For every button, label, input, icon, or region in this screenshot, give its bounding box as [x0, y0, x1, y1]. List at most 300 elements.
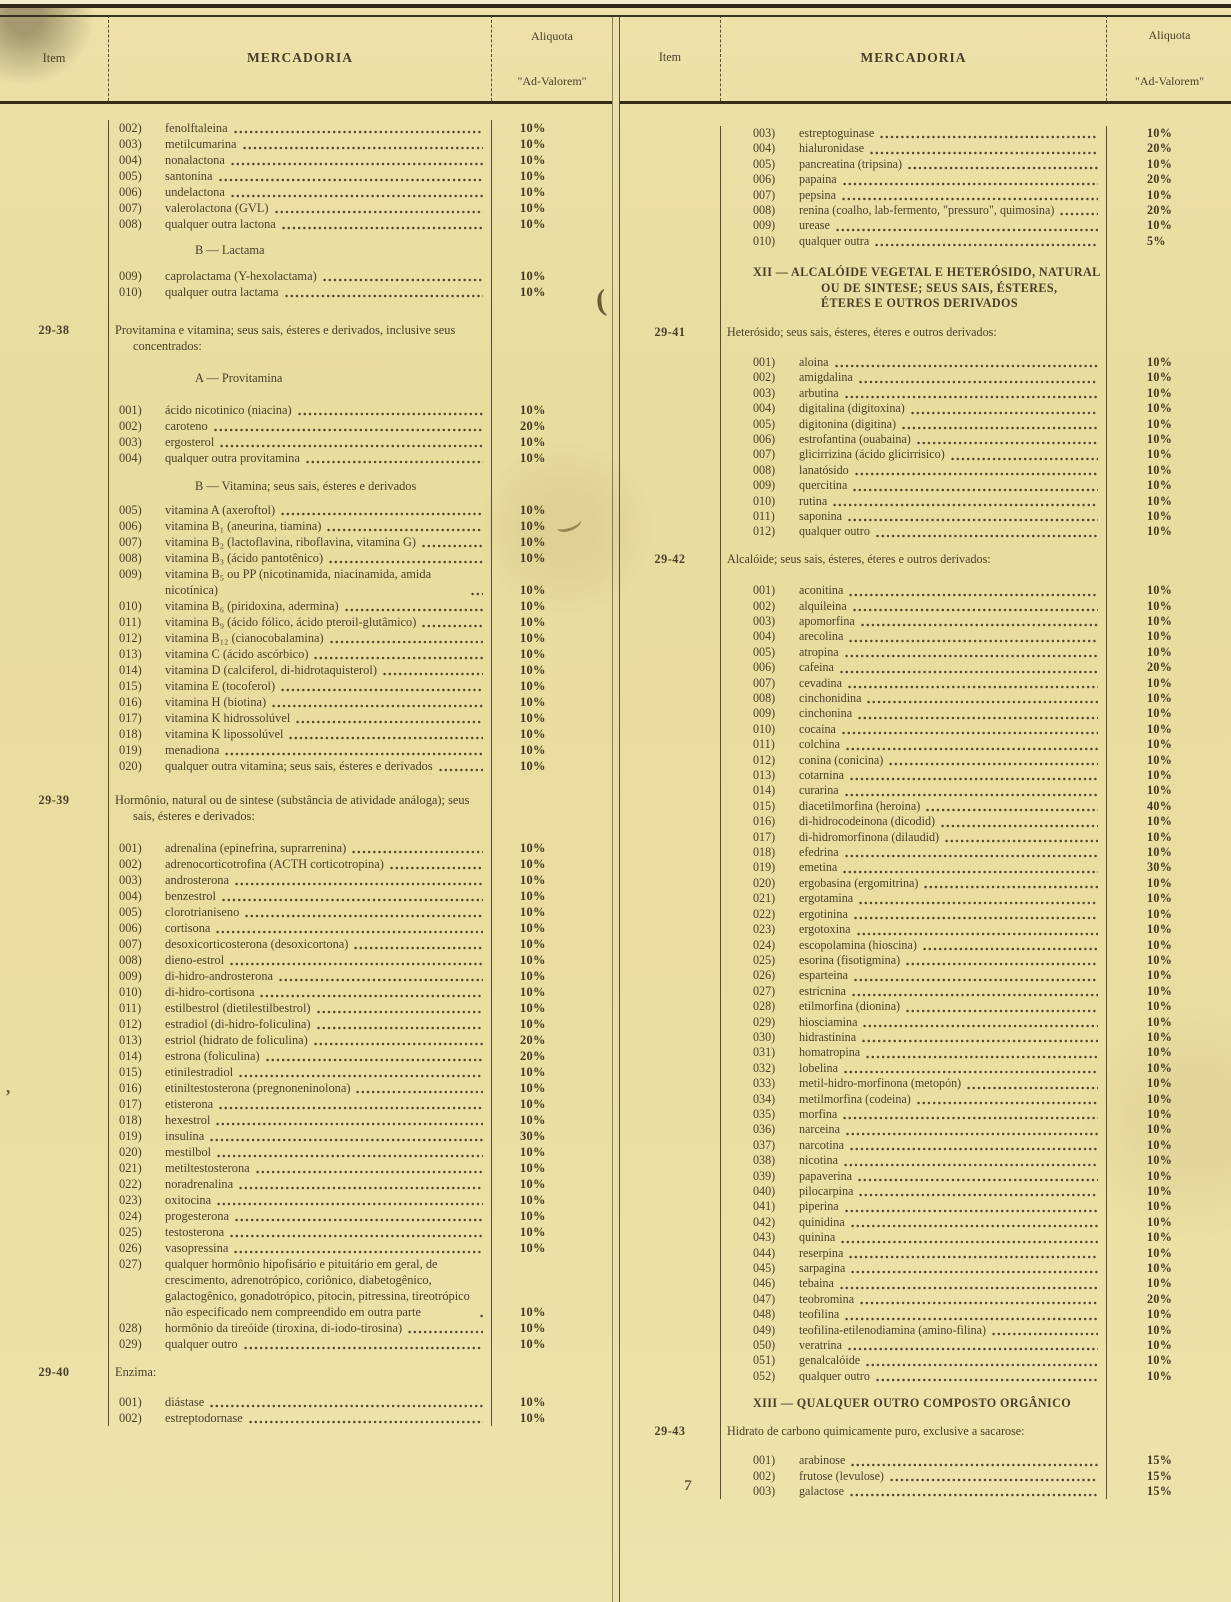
entry-text: hormônio da tireóide (tiroxina, di-iodo-tirosina): [165, 1321, 403, 1335]
entry-text: adrenocorticotrofina (ACTH corticotropina): [165, 857, 384, 871]
merchandise-cell: [108, 742, 491, 758]
item-number-cell: [620, 540, 720, 552]
entry-text: vitamina B₁₂ (cianocobalamina): [165, 631, 324, 645]
merchandise-cell: [108, 1160, 491, 1176]
merchandise-cell: [108, 630, 491, 646]
rate-cell: 10%: [491, 856, 612, 872]
item-number-cell: [620, 599, 720, 614]
item-number-cell: [0, 840, 108, 856]
rate-cell: [1106, 325, 1231, 340]
rate-cell: 10%: [1106, 629, 1231, 644]
entry-text: qualquer outro: [799, 524, 870, 539]
dot-leader: [889, 1477, 1098, 1482]
dot-leader: [875, 533, 1098, 538]
entry-number: 005): [753, 416, 776, 431]
gap-row: [0, 494, 612, 502]
dot-leader: [852, 487, 1098, 492]
rate-cell: 15%: [1106, 1484, 1231, 1499]
rate-cell: 10%: [491, 152, 612, 168]
merchandise-cell: [720, 1369, 1106, 1384]
item-number-cell: [620, 629, 720, 644]
item-number-cell: [0, 920, 108, 936]
rate-cell: [491, 494, 612, 502]
merchandise-cell: [720, 1384, 1106, 1396]
merchandise-cell: [720, 1424, 1106, 1439]
table-row: [0, 614, 612, 630]
entry-number: 009): [753, 218, 776, 233]
entry-text: cevadina: [799, 675, 842, 690]
item-number-cell: [620, 203, 720, 218]
entry-number: 002): [119, 419, 142, 433]
dot-leader: [844, 1208, 1098, 1213]
entry-text: vitamina B₉ (ácido fólico, ácido pteroil-glutâmico): [165, 615, 417, 629]
entry-text: emetina: [799, 860, 838, 875]
dot-leader: [852, 607, 1098, 612]
merchandise-cell: [720, 540, 1106, 552]
merchandise-cell: [108, 646, 491, 662]
item-number-cell: [620, 1199, 720, 1214]
rate-cell: 10%: [491, 1016, 612, 1032]
entry-text: adrenalina (epinefrina, suprarrenina): [165, 841, 347, 855]
item-number-cell: [620, 218, 720, 233]
rate-cell: 10%: [491, 742, 612, 758]
dot-leader: [901, 425, 1098, 430]
item-number-cell: [620, 401, 720, 416]
entry-number: 006): [753, 172, 776, 187]
merchandise-cell: [720, 249, 1106, 265]
gap-row: [0, 386, 612, 402]
item-number-cell: [0, 662, 108, 678]
entry-text: ergotinina: [799, 906, 848, 921]
entry-text: efedrina: [799, 845, 839, 860]
dot-leader: [916, 1100, 1098, 1105]
dot-leader: [216, 1153, 483, 1158]
merchandise-cell: [108, 242, 491, 258]
rate-cell: 10%: [1106, 1092, 1231, 1107]
dot-leader: [351, 849, 483, 854]
rate-cell: 10%: [1106, 1323, 1231, 1338]
rate-cell: [1106, 552, 1231, 567]
merchandise-cell: [108, 710, 491, 726]
merchandise-cell: [108, 792, 491, 824]
rate-cell: 10%: [1106, 188, 1231, 203]
table-row: [620, 432, 1231, 447]
merchandise-cell: [720, 660, 1106, 675]
entry-text: ácido nicotinico (niacina): [165, 403, 292, 417]
entry-text: vitamina K lipossolúvel: [165, 727, 284, 741]
table-row: [620, 172, 1231, 187]
subheading-text: B — Vitamina; seus sais, ésteres e derivados: [195, 479, 417, 493]
rate-cell: 10%: [1106, 876, 1231, 891]
item-number-cell: [620, 1107, 720, 1122]
rate-cell: 10%: [1106, 1261, 1231, 1276]
entry-number: 027): [753, 983, 776, 998]
dot-leader: [944, 838, 1098, 843]
item-number-cell: [620, 706, 720, 721]
entry-text: morfina: [799, 1106, 838, 1121]
rate-cell: 10%: [491, 888, 612, 904]
merchandise-cell: [720, 1015, 1106, 1030]
rate-cell: 10%: [491, 1410, 612, 1426]
table-row: [0, 1192, 612, 1208]
entry-number: 020): [119, 1145, 142, 1159]
gap-row: [0, 354, 612, 370]
table-row: [620, 830, 1231, 845]
item-number-cell: [620, 1246, 720, 1261]
table-row: [620, 984, 1231, 999]
merchandise-cell: [720, 1353, 1106, 1368]
entry-number: 010): [753, 721, 776, 736]
dot-leader: [905, 1008, 1098, 1013]
table-row: [0, 434, 612, 450]
table-row: [620, 494, 1231, 509]
dot-leader: [843, 1162, 1098, 1167]
dot-leader: [851, 992, 1098, 997]
entry-text: quinidina: [799, 1214, 845, 1229]
entry-text: ergosterol: [165, 435, 215, 449]
table-row: [0, 904, 612, 920]
dot-leader: [847, 684, 1098, 689]
merchandise-cell: [108, 1208, 491, 1224]
entry-text: glicirrizina (ácido glicirrisico): [799, 447, 945, 462]
rate-cell: [1106, 1424, 1231, 1439]
table-row: [620, 141, 1231, 156]
item-number-cell: [0, 534, 108, 550]
rate-cell: 10%: [491, 566, 612, 598]
merchandise-cell: [720, 953, 1106, 968]
entry-text: conina (conicina): [799, 752, 884, 767]
rate-cell: 10%: [491, 920, 612, 936]
merchandise-cell: [720, 1076, 1106, 1091]
merchandise-cell: [720, 478, 1106, 493]
gap-row: [0, 1352, 612, 1364]
entry-number: 001): [119, 403, 142, 417]
rate-cell: 20%: [1106, 660, 1231, 675]
entry-number: 010): [753, 493, 776, 508]
entry-text: qualquer outra: [799, 233, 870, 248]
merchandise-cell: [720, 860, 1106, 875]
entry-number: 026): [753, 968, 776, 983]
entry-text: vitamina K hidrossolúvel: [165, 711, 291, 725]
rate-cell: 15%: [1106, 1469, 1231, 1484]
rate-cell: 10%: [1106, 401, 1231, 416]
entry-text: hexestrol: [165, 1113, 211, 1127]
item-number-cell: [0, 1160, 108, 1176]
entry-number: 002): [753, 1468, 776, 1483]
table-row: [0, 1394, 612, 1410]
table-row: [0, 1128, 612, 1144]
table-row: [0, 1336, 612, 1352]
entry-text: di-hidrocodeinona (dicodid): [799, 814, 936, 829]
rate-cell: 10%: [491, 1176, 612, 1192]
rate-cell: 30%: [1106, 860, 1231, 875]
table-row: [0, 920, 612, 936]
merchandise-cell: [720, 1153, 1106, 1168]
table-row: [0, 984, 612, 1000]
item-number-cell: [0, 646, 108, 662]
entry-number: 010): [119, 285, 142, 299]
entry-text: aconitina: [799, 583, 844, 598]
rate-cell: 10%: [1106, 1353, 1231, 1368]
rate-cell: 10%: [1106, 676, 1231, 691]
entry-text: piperina: [799, 1199, 839, 1214]
entry-number: 012): [753, 752, 776, 767]
item-number-cell: [0, 242, 108, 258]
entry-text: etiniltestosterona (pregnoneninolona): [165, 1081, 351, 1095]
rate-cell: 10%: [491, 136, 612, 152]
entry-number: 006): [119, 519, 142, 533]
rate-cell: 10%: [491, 1320, 612, 1336]
entry-number: 019): [119, 1129, 142, 1143]
rate-cell: 10%: [491, 710, 612, 726]
merchandise-cell: [720, 172, 1106, 187]
merchandise-cell: [720, 968, 1106, 983]
merchandise-cell: [720, 922, 1106, 937]
item-number-cell: [0, 566, 108, 598]
item-number-cell: [620, 1076, 720, 1091]
rate-cell: 10%: [1106, 494, 1231, 509]
rate-cell: 10%: [491, 502, 612, 518]
dot-leader: [280, 687, 483, 692]
merchandise-cell: [720, 1338, 1106, 1353]
rate-cell: 5%: [1106, 234, 1231, 249]
dot-leader: [842, 1115, 1098, 1120]
table-row: [620, 1230, 1231, 1245]
entry-text: homatropina: [799, 1045, 861, 1060]
dot-leader: [845, 746, 1098, 751]
entry-number: 001): [753, 354, 776, 369]
table-row: [620, 1122, 1231, 1137]
dot-leader: [834, 363, 1098, 368]
entry-text: valerolactona (GVL): [165, 201, 269, 215]
dot-leader: [905, 961, 1098, 966]
entry-number: 008): [753, 462, 776, 477]
dot-leader: [281, 225, 483, 230]
dot-leader: [274, 209, 483, 214]
table-row: [620, 629, 1231, 644]
dot-leader: [213, 427, 483, 432]
item-number-cell: [620, 1230, 720, 1245]
entry-number: 021): [753, 891, 776, 906]
merchandise-cell: [720, 1138, 1106, 1153]
merchandise-cell: [108, 1224, 491, 1240]
dot-leader: [858, 900, 1098, 905]
entry-number: 009): [119, 567, 142, 581]
entry-number: 005): [119, 503, 142, 517]
entry-text: qualquer outro: [799, 1368, 870, 1383]
merchandise-cell: [720, 1030, 1106, 1045]
subheading-text: B — Lactama: [195, 243, 265, 257]
table-row: [620, 768, 1231, 783]
item-number-cell: [620, 234, 720, 249]
rate-cell: 10%: [1106, 1230, 1231, 1245]
merchandise-cell: [720, 1230, 1106, 1245]
table-row: [0, 952, 612, 968]
merchandise-cell: [108, 1112, 491, 1128]
entry-text: benzestrol: [165, 889, 216, 903]
table-row: [0, 888, 612, 904]
table-row: [620, 1353, 1231, 1368]
ink-mark: (: [594, 283, 608, 318]
dot-leader: [322, 277, 483, 282]
merchandise-cell: [720, 370, 1106, 385]
item-number-cell: [0, 1032, 108, 1048]
entry-text: etinilestradiol: [165, 1065, 234, 1079]
table-row: [620, 1199, 1231, 1214]
entry-number: 050): [753, 1338, 776, 1353]
rate-cell: 10%: [1106, 355, 1231, 370]
dot-leader: [278, 977, 483, 982]
item-number-cell: [620, 341, 720, 355]
entry-number: 006): [753, 431, 776, 446]
entry-number: 020): [753, 875, 776, 890]
gap-row: [0, 232, 612, 242]
entry-text: galactose: [799, 1483, 844, 1498]
merchandise-cell: [720, 126, 1106, 141]
entry-number: 033): [753, 1076, 776, 1091]
table-row: [0, 450, 612, 466]
dot-leader: [243, 1345, 483, 1350]
entry-number: 028): [119, 1321, 142, 1335]
merchandise-cell: [108, 1192, 491, 1208]
entry-number: 003): [119, 435, 142, 449]
entry-number: 010): [753, 233, 776, 248]
merchandise-cell: [720, 417, 1106, 432]
dot-leader: [844, 653, 1098, 658]
merchandise-cell: [108, 904, 491, 920]
merchandise-cell: [720, 676, 1106, 691]
table-row: [620, 845, 1231, 860]
rate-cell: 15%: [1106, 1453, 1231, 1468]
merchandise-cell: [720, 325, 1106, 340]
ink-mark: ’: [5, 1086, 11, 1106]
merchandise-cell: [720, 311, 1106, 325]
rate-cell: 10%: [1106, 1369, 1231, 1384]
entry-text: genalcalóide: [799, 1353, 861, 1368]
rate-cell: 10%: [1106, 814, 1231, 829]
section-text: Heterósido; seus sais, ésteres, éteres e outros derivados:: [727, 325, 997, 340]
dot-leader: [844, 853, 1098, 858]
entry-number: 013): [119, 647, 142, 661]
rate-cell: [491, 386, 612, 402]
rate-cell: 10%: [491, 402, 612, 418]
rate-cell: [1106, 540, 1231, 552]
dot-leader: [218, 177, 484, 182]
entry-number: 003): [753, 613, 776, 628]
item-number-cell: [620, 157, 720, 172]
entry-number: 026): [119, 1241, 142, 1255]
entry-number: 003): [753, 1483, 776, 1498]
merchandise-cell: [108, 184, 491, 200]
rate-cell: 10%: [1106, 1307, 1231, 1322]
entry-number: 018): [119, 727, 142, 741]
entry-number: 011): [119, 615, 142, 629]
entry-text: lanatósido: [799, 462, 849, 477]
rate-cell: 20%: [1106, 1292, 1231, 1307]
entry-number: 003): [119, 873, 142, 887]
item-number-cell: [0, 418, 108, 434]
entry-text: curarina: [799, 783, 839, 798]
table-row: [0, 1320, 612, 1336]
item-number-cell: [620, 968, 720, 983]
merchandise-cell: [720, 1261, 1106, 1276]
table-row: [620, 203, 1231, 218]
item-number-cell: [0, 888, 108, 904]
entry-number: 015): [119, 1065, 142, 1079]
rate-cell: 10%: [1106, 830, 1231, 845]
item-number-cell: [620, 676, 720, 691]
rate-cell: 10%: [1106, 1276, 1231, 1291]
entry-text: quercitina: [799, 478, 848, 493]
item-number-cell: [620, 953, 720, 968]
entry-text: reserpina: [799, 1245, 844, 1260]
item-number-cell: [620, 1292, 720, 1307]
section-text: Hidrato de carbono quimicamente puro, exclusive a sacarose:: [727, 1423, 1025, 1438]
dot-leader: [848, 592, 1098, 597]
rate-cell: 10%: [1106, 722, 1231, 737]
entry-text: fenolftaleina: [165, 121, 228, 135]
dot-leader: [865, 1054, 1098, 1059]
section-row: [0, 322, 612, 354]
merchandise-cell: [720, 509, 1106, 524]
rate-cell: 10%: [1106, 706, 1231, 721]
entry-number: 008): [119, 551, 142, 565]
item-number-cell: [620, 1338, 720, 1353]
rate-cell: 10%: [491, 984, 612, 1000]
item-number-cell: [620, 938, 720, 953]
gap-row: [620, 1384, 1231, 1396]
dot-leader: [845, 1131, 1098, 1136]
merchandise-cell: [720, 783, 1106, 798]
rate-cell: [491, 242, 612, 258]
item-number-cell: [0, 478, 108, 494]
entry-text: qualquer hormônio hipofisário e pituitário em geral, de crescimento, adrenotrópico, coriônico, diabetogênico, galactogênico, gonadotrópico, pitocin, pitressina, tireotrópico não especificado nem compreendido em outra parte: [165, 1257, 470, 1319]
merchandise-cell: [108, 354, 491, 370]
ad-valorem-label: "Ad-Valorem": [1134, 73, 1205, 88]
dot-leader: [940, 823, 1098, 828]
entry-number: 044): [753, 1245, 776, 1260]
merchandise-cell: [108, 450, 491, 466]
merchandise-cell: [720, 567, 1106, 583]
dot-leader: [238, 1185, 483, 1190]
entry-number: 038): [753, 1153, 776, 1168]
table-row: [620, 1107, 1231, 1122]
merchandise-cell: [108, 200, 491, 216]
entry-text: cotarnina: [799, 768, 844, 783]
rate-cell: 10%: [1106, 432, 1231, 447]
merchandise-cell: [720, 1307, 1106, 1322]
rate-cell: 10%: [1106, 463, 1231, 478]
table-row: [620, 938, 1231, 953]
dot-leader: [869, 150, 1098, 155]
merchandise-cell: [108, 952, 491, 968]
table-right-half: [619, 15, 1231, 1602]
section-row: [0, 1364, 612, 1380]
entry-number: 002): [119, 857, 142, 871]
entry-number: 010): [119, 985, 142, 999]
entry-text: qualquer outra vitamina; seus sais, ésteres e derivados: [165, 759, 433, 773]
rate-cell: 10%: [491, 450, 612, 466]
merchandise-cell: [720, 341, 1106, 355]
rate-cell: 10%: [1106, 737, 1231, 752]
merchandise-cell: [108, 300, 491, 322]
entry-text: narcotina: [799, 1137, 844, 1152]
dot-leader: [848, 1254, 1098, 1259]
merchandise-cell: [108, 152, 491, 168]
dot-leader: [313, 1041, 483, 1046]
rate-cell: [491, 232, 612, 242]
merchandise-cell: [720, 737, 1106, 752]
